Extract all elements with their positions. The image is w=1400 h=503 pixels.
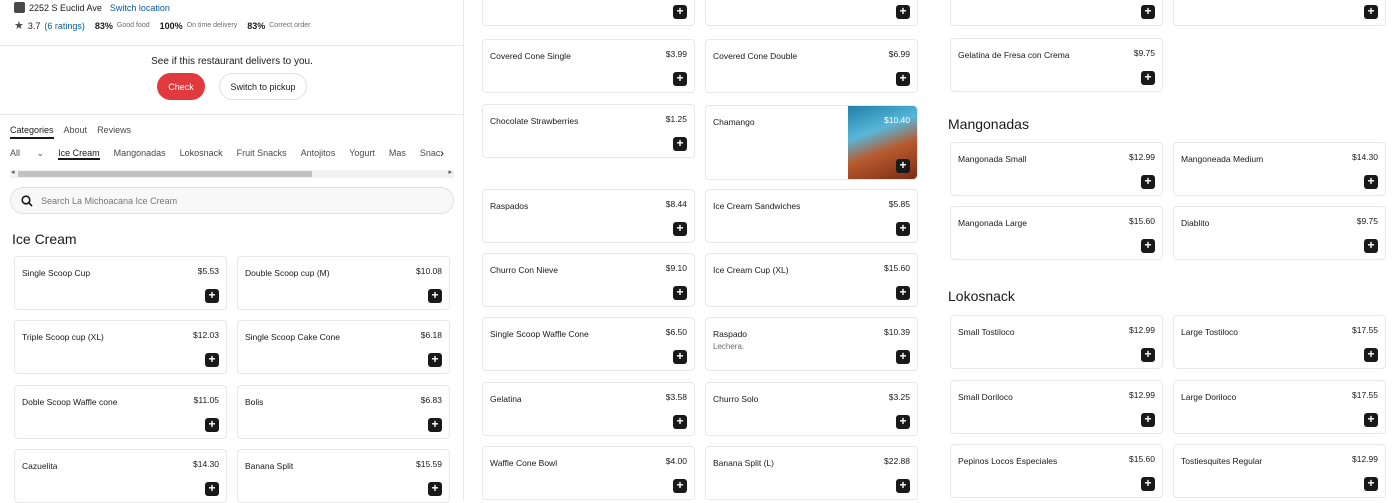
add-to-cart-icon[interactable]: + bbox=[205, 353, 219, 367]
switch-to-pickup-button[interactable]: Switch to pickup bbox=[219, 73, 307, 100]
add-to-cart-icon[interactable]: + bbox=[896, 72, 910, 86]
add-to-cart-icon[interactable]: + bbox=[673, 222, 687, 236]
add-to-cart-icon[interactable]: + bbox=[673, 5, 687, 19]
item-price: $11.05 bbox=[193, 395, 219, 405]
menu-item-item[interactable] bbox=[950, 0, 1163, 26]
item-name: Large Doriloco bbox=[1181, 392, 1237, 402]
add-to-cart-icon[interactable]: + bbox=[896, 159, 910, 173]
scroll-right-icon[interactable]: ▸ bbox=[448, 169, 452, 176]
add-to-cart-icon[interactable]: + bbox=[1364, 413, 1378, 427]
item-price: $22.88 bbox=[884, 456, 910, 466]
item-price: $9.10 bbox=[665, 263, 687, 273]
add-to-cart-icon[interactable]: + bbox=[1364, 175, 1378, 189]
divider bbox=[0, 45, 464, 46]
menu-item-doble-scoop-waffle-cone[interactable] bbox=[14, 385, 227, 439]
item-name: Bolis bbox=[245, 397, 264, 407]
item-price: $12.99 bbox=[1129, 152, 1155, 162]
item-price: $15.60 bbox=[884, 263, 910, 273]
scrollbar-thumb[interactable] bbox=[18, 171, 312, 177]
menu-item-item[interactable] bbox=[705, 0, 918, 26]
item-price: $10.39 bbox=[884, 327, 910, 337]
item-price: $17.55 bbox=[1352, 325, 1378, 335]
add-to-cart-icon[interactable]: + bbox=[673, 137, 687, 151]
add-to-cart-icon[interactable]: + bbox=[205, 418, 219, 432]
menu-item-banana-split[interactable] bbox=[237, 449, 450, 503]
item-price: $15.60 bbox=[1129, 216, 1155, 226]
item-price: $12.03 bbox=[193, 330, 219, 340]
add-to-cart-icon[interactable]: + bbox=[428, 353, 442, 367]
add-to-cart-icon[interactable]: + bbox=[205, 482, 219, 496]
category-snac[interactable]: Snac bbox=[419, 148, 441, 158]
item-name: Double Scoop cup (M) bbox=[245, 268, 330, 278]
item-name: Mangonada Large bbox=[958, 218, 1028, 228]
add-to-cart-icon[interactable]: + bbox=[673, 415, 687, 429]
store-sidebar bbox=[0, 0, 464, 500]
menu-item-ice-cream-sandwiches[interactable] bbox=[705, 189, 918, 243]
menu-item-gelatina[interactable] bbox=[482, 382, 695, 436]
item-price: $6.50 bbox=[665, 327, 687, 337]
tab-reviews[interactable]: Reviews bbox=[97, 125, 132, 135]
menu-item-gelatina-de-fresa-con-crema[interactable] bbox=[950, 38, 1163, 92]
add-to-cart-icon[interactable]: + bbox=[673, 286, 687, 300]
add-to-cart-icon[interactable]: + bbox=[1141, 239, 1155, 253]
add-to-cart-icon[interactable]: + bbox=[896, 479, 910, 493]
store-icon bbox=[14, 2, 25, 13]
menu-item-tostiesquites-regular[interactable] bbox=[1173, 444, 1386, 498]
item-name: Single Scoop Cake Cone bbox=[245, 332, 340, 342]
item-price: $3.99 bbox=[665, 49, 687, 59]
item-name: Banana Split (L) bbox=[713, 458, 774, 468]
divider bbox=[0, 114, 464, 115]
menu-item-double-scoop-cup-m[interactable] bbox=[237, 256, 450, 310]
item-price: $14.30 bbox=[1352, 152, 1378, 162]
menu-item-single-scoop-cup[interactable] bbox=[14, 256, 227, 310]
menu-item-pepinos-locos-especiales[interactable] bbox=[950, 444, 1163, 498]
item-name: Covered Cone Single bbox=[490, 51, 571, 61]
item-description: Lechera. bbox=[713, 342, 745, 351]
item-price: $3.58 bbox=[665, 392, 687, 402]
add-to-cart-icon[interactable]: + bbox=[896, 415, 910, 429]
scroll-left-icon[interactable]: ◂ bbox=[11, 169, 15, 176]
order-pct: 83% bbox=[247, 20, 266, 31]
add-to-cart-icon[interactable]: + bbox=[673, 479, 687, 493]
menu-item-churro-con-nieve[interactable] bbox=[482, 253, 695, 307]
item-name: Mangoneada Medium bbox=[1181, 154, 1264, 164]
category-ice-cream[interactable]: Ice Cream bbox=[58, 148, 100, 158]
item-name: Single Scoop Waffle Cone bbox=[490, 329, 589, 339]
menu-item-triple-scoop-cup-xl[interactable] bbox=[14, 320, 227, 374]
item-name: Diablito bbox=[1181, 218, 1210, 228]
add-to-cart-icon[interactable]: + bbox=[1364, 5, 1378, 19]
add-to-cart-icon[interactable]: + bbox=[205, 289, 219, 303]
item-name: Small Doriloco bbox=[958, 392, 1013, 402]
item-price: $10.08 bbox=[416, 266, 442, 276]
item-name: Raspado bbox=[713, 329, 748, 339]
item-name: Chocolate Strawberries bbox=[490, 116, 579, 126]
menu-item-mangonada-large[interactable] bbox=[950, 206, 1163, 260]
add-to-cart-icon[interactable]: + bbox=[1364, 239, 1378, 253]
category-nav bbox=[10, 148, 441, 160]
category-antojitos[interactable]: Antojitos bbox=[300, 148, 336, 158]
item-price: $6.99 bbox=[888, 49, 910, 59]
item-name: Covered Cone Double bbox=[713, 51, 798, 61]
time-pct: 100% bbox=[159, 20, 183, 31]
menu-item-chamango[interactable] bbox=[705, 105, 918, 180]
menu-item-ice-cream-cup-xl[interactable] bbox=[705, 253, 918, 307]
add-to-cart-icon[interactable]: + bbox=[1364, 348, 1378, 362]
menu-item-cazuelita[interactable] bbox=[14, 449, 227, 503]
menu-item-covered-cone-double[interactable] bbox=[705, 39, 918, 93]
info-tabs bbox=[10, 125, 141, 139]
menu-item-chocolate-strawberries[interactable] bbox=[482, 104, 695, 158]
item-name: Small Tostiloco bbox=[958, 327, 1015, 337]
item-price: $12.99 bbox=[1352, 454, 1378, 464]
menu-item-item[interactable] bbox=[482, 0, 695, 26]
check-button[interactable]: Check bbox=[157, 73, 205, 100]
category-fruit-snacks[interactable]: Fruit Snacks bbox=[236, 148, 287, 158]
item-name: Single Scoop Cup bbox=[22, 268, 91, 278]
category-mangonadas[interactable]: Mangonadas bbox=[113, 148, 166, 158]
menu-item-raspado[interactable] bbox=[705, 317, 918, 371]
item-name: Doble Scoop Waffle cone bbox=[22, 397, 118, 407]
item-price: $14.30 bbox=[193, 459, 219, 469]
star-icon: ★ bbox=[14, 20, 24, 32]
add-to-cart-icon[interactable]: + bbox=[673, 72, 687, 86]
item-price: $5.53 bbox=[197, 266, 219, 276]
category-lokosnack[interactable]: Lokosnack bbox=[179, 148, 223, 158]
item-name: Cazuelita bbox=[22, 461, 58, 471]
menu-search[interactable] bbox=[10, 187, 454, 214]
menu-item-single-scoop-waffle-cone[interactable] bbox=[482, 317, 695, 371]
add-to-cart-icon[interactable]: + bbox=[896, 286, 910, 300]
item-name: Churro Con Nieve bbox=[490, 265, 559, 275]
item-name: Churro Solo bbox=[713, 394, 759, 404]
item-price: $5.85 bbox=[888, 199, 910, 209]
menu-item-diablito[interactable] bbox=[1173, 206, 1386, 260]
add-to-cart-icon[interactable]: + bbox=[1141, 348, 1155, 362]
tab-about[interactable]: About bbox=[63, 125, 88, 135]
item-price: $3.25 bbox=[888, 392, 910, 402]
add-to-cart-icon[interactable]: + bbox=[896, 5, 910, 19]
ratings-count-link[interactable]: (6 ratings) bbox=[44, 20, 85, 31]
menu-item-large-tostiloco[interactable] bbox=[1173, 315, 1386, 369]
section-title-ice-cream: Ice Cream bbox=[12, 231, 77, 247]
section-title-lokosnack: Lokosnack bbox=[948, 288, 1015, 304]
add-to-cart-icon[interactable]: + bbox=[1141, 413, 1155, 427]
menu-item-mangoneada-medium[interactable] bbox=[1173, 142, 1386, 196]
category-mas[interactable]: Mas bbox=[388, 148, 406, 158]
search-input[interactable]: Search La Michoacana Ice Cream bbox=[41, 195, 178, 206]
time-label: On time delivery bbox=[186, 22, 238, 29]
item-price: $4.00 bbox=[665, 456, 687, 466]
item-price: $8.44 bbox=[665, 199, 687, 209]
add-to-cart-icon[interactable]: + bbox=[428, 418, 442, 432]
item-name: Ice Cream Cup (XL) bbox=[713, 265, 789, 275]
section-title-mangonadas: Mangonadas bbox=[948, 116, 1029, 132]
item-price: $12.99 bbox=[1129, 390, 1155, 400]
item-name: Triple Scoop cup (XL) bbox=[22, 332, 104, 342]
menu-item-covered-cone-single[interactable] bbox=[482, 39, 695, 93]
menu-item-single-scoop-cake-cone[interactable] bbox=[237, 320, 450, 374]
item-price: $10.40 bbox=[884, 115, 910, 125]
item-name: Pepinos Locos Especiales bbox=[958, 456, 1058, 466]
item-price: $15.59 bbox=[416, 459, 442, 469]
add-to-cart-icon[interactable]: + bbox=[1141, 175, 1155, 189]
item-name: Gelatina de Fresa con Crema bbox=[958, 50, 1070, 60]
category-all[interactable]: All ⌄ bbox=[10, 148, 45, 158]
menu-item-mangonada-small[interactable] bbox=[950, 142, 1163, 196]
delivery-prompt: See if this restaurant delivers to you. bbox=[151, 56, 313, 67]
item-name: Ice Cream Sandwiches bbox=[713, 201, 801, 211]
menu-item-banana-split-l[interactable] bbox=[705, 446, 918, 500]
menu-item-item[interactable] bbox=[1173, 0, 1386, 26]
add-to-cart-icon[interactable]: + bbox=[896, 222, 910, 236]
item-price: $9.75 bbox=[1356, 216, 1378, 226]
item-name: Large Tostiloco bbox=[1181, 327, 1239, 337]
add-to-cart-icon[interactable]: + bbox=[673, 350, 687, 364]
add-to-cart-icon[interactable]: + bbox=[1141, 71, 1155, 85]
item-name: Banana Split bbox=[245, 461, 294, 471]
tab-categories[interactable]: Categories bbox=[10, 125, 54, 139]
food-pct: 83% bbox=[94, 20, 113, 31]
item-price: $12.99 bbox=[1129, 325, 1155, 335]
menu-item-churro-solo[interactable] bbox=[705, 382, 918, 436]
rating-value: 3.7 bbox=[27, 20, 41, 31]
item-name: Raspados bbox=[490, 201, 529, 211]
item-price: $1.25 bbox=[665, 114, 687, 124]
item-price: $15.60 bbox=[1129, 454, 1155, 464]
item-price: $6.83 bbox=[420, 395, 442, 405]
menu-item-small-doriloco[interactable] bbox=[950, 380, 1163, 434]
item-price: $17.55 bbox=[1352, 390, 1378, 400]
add-to-cart-icon[interactable]: + bbox=[1141, 5, 1155, 19]
menu-item-small-tostiloco[interactable] bbox=[950, 315, 1163, 369]
item-name: Mangonada Small bbox=[958, 154, 1027, 164]
item-name: Tostiesquites Regular bbox=[1181, 456, 1263, 466]
chevron-right-icon[interactable]: › bbox=[440, 146, 444, 160]
search-icon bbox=[21, 195, 33, 207]
order-label: Correct order bbox=[269, 22, 311, 29]
add-to-cart-icon[interactable]: + bbox=[428, 482, 442, 496]
category-yogurt[interactable]: Yogurt bbox=[349, 148, 375, 158]
add-to-cart-icon[interactable]: + bbox=[428, 289, 442, 303]
item-price: $9.75 bbox=[1133, 48, 1155, 58]
item-price: $6.18 bbox=[420, 330, 442, 340]
menu-item-bolis[interactable] bbox=[237, 385, 450, 439]
location-row bbox=[14, 2, 170, 13]
menu-item-waffle-cone-bowl[interactable] bbox=[482, 446, 695, 500]
switch-location-link[interactable]: Switch location bbox=[109, 2, 170, 13]
menu-item-large-doriloco[interactable] bbox=[1173, 380, 1386, 434]
category-scrollbar[interactable] bbox=[10, 170, 454, 178]
add-to-cart-icon[interactable]: + bbox=[1141, 477, 1155, 491]
add-to-cart-icon[interactable]: + bbox=[1364, 477, 1378, 491]
item-name: Gelatina bbox=[490, 394, 522, 404]
item-name: Chamango bbox=[713, 117, 755, 127]
food-label: Good food bbox=[116, 22, 150, 29]
store-stats bbox=[14, 19, 310, 32]
item-name: Waffle Cone Bowl bbox=[490, 458, 558, 468]
add-to-cart-icon[interactable]: + bbox=[896, 350, 910, 364]
address: 2252 S Euclid Ave bbox=[29, 2, 102, 13]
menu-item-raspados[interactable] bbox=[482, 189, 695, 243]
